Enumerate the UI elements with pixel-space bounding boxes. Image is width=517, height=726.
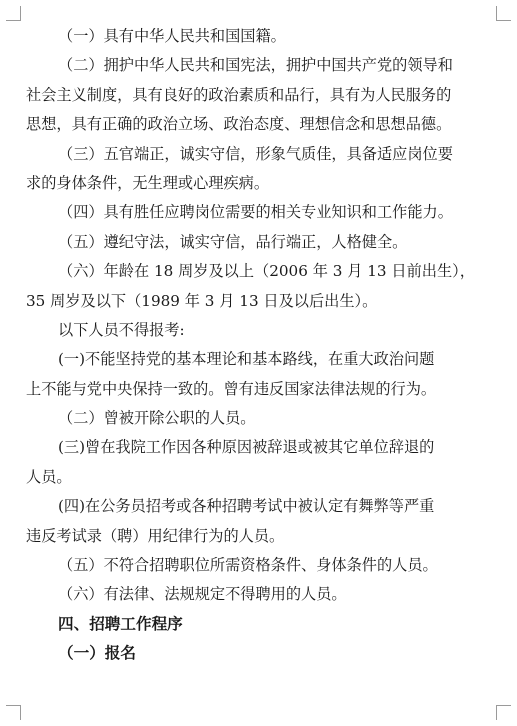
paragraph-line: 以下人员不得报考: bbox=[58, 320, 185, 339]
paragraph-line: （一）具有中华人民共和国国籍。 bbox=[58, 27, 286, 45]
paragraph-line: (三)曾在我院工作因各种原因被辞退或被其它单位辞退的 bbox=[58, 438, 435, 457]
crop-mark-bottom-left bbox=[6, 705, 21, 720]
paragraph-line: (四)在公务员招考或各种招聘考试中被认定有舞弊等严重 bbox=[58, 497, 435, 516]
paragraph-line: 社会主义制度，具有良好的政治素质和品行，具有为人民服务的 bbox=[26, 85, 452, 104]
section-heading: 四、招聘工作程序 bbox=[58, 614, 183, 633]
paragraph-line: 上不能与党中央保持一致的。曾有违反国家法律法规的行为。 bbox=[26, 379, 437, 398]
paragraph-line: （六）有法律、法规规定不得聘用的人员。 bbox=[58, 585, 347, 604]
crop-mark-top-left bbox=[6, 6, 21, 21]
subsection-heading: （一）报名 bbox=[58, 644, 136, 663]
paragraph-line: （五）不符合招聘职位所需资格条件、身体条件的人员。 bbox=[58, 556, 438, 575]
paragraph-line: (一)不能坚持党的基本理论和基本路线，在重大政治问题 bbox=[58, 350, 435, 369]
paragraph-line: （二）曾被开除公职的人员。 bbox=[58, 409, 256, 428]
paragraph-line: 违反考试录（聘）用纪律行为的人员。 bbox=[26, 526, 285, 545]
document-body bbox=[26, 22, 496, 669]
paragraph-line: （五）遵纪守法，诚实守信，品行端正，人格健全。 bbox=[58, 232, 408, 251]
paragraph-line: 人员。 bbox=[26, 467, 72, 486]
paragraph-line: （二）拥护中华人民共和国宪法，拥护中国共产党的领导和 bbox=[58, 56, 453, 75]
paragraph-line: 思想，具有正确的政治立场、政治态度、理想信念和思想品德。 bbox=[26, 115, 452, 134]
crop-mark-bottom-right bbox=[496, 705, 511, 720]
paragraph-line: 求的身体条件，无生理或心理疾病。 bbox=[26, 173, 269, 192]
crop-mark-top-right bbox=[496, 6, 511, 21]
paragraph-line: （四）具有胜任应聘岗位需要的相关专业知识和工作能力。 bbox=[58, 203, 453, 222]
paragraph-line: （三）五官端正，诚实守信，形象气质佳，具备适应岗位要 bbox=[58, 144, 453, 163]
paragraph-line: （六）年龄在 18 周岁及以上（2006 年 3 月 13 日前出生）， bbox=[58, 262, 475, 281]
paragraph-line: 35 周岁及以下（1989 年 3 月 13 日及以后出生）。 bbox=[26, 291, 378, 310]
